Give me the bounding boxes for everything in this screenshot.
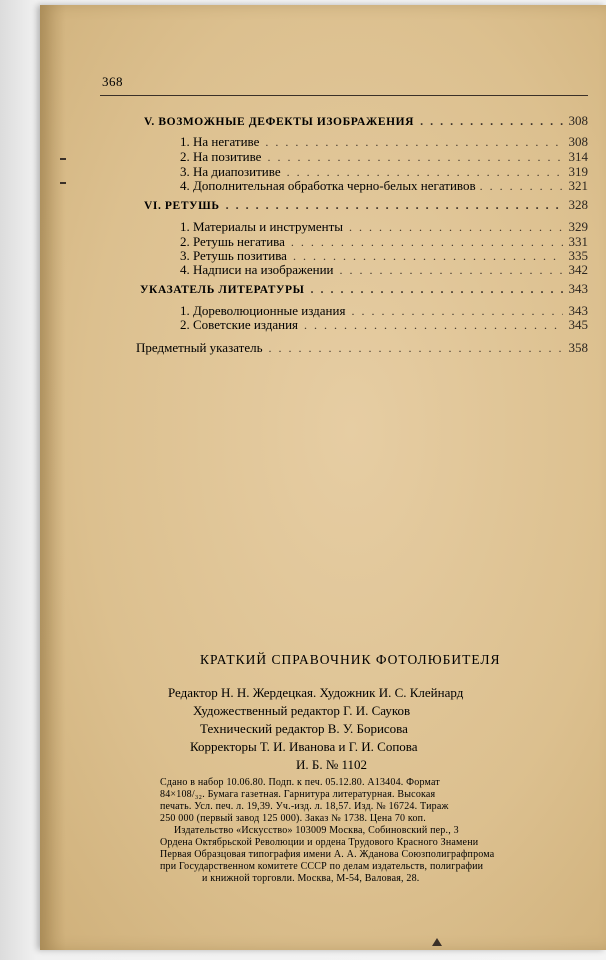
- imprint-fine-print: 84×108/₃₂. Бумага газетная. Гарнитура литературная. Высокая: [160, 789, 436, 800]
- toc-entry-subject-index: [136, 340, 588, 356]
- toc-entry-label: 1. Материалы и инструменты: [180, 219, 344, 234]
- toc-entry-page: 329: [568, 219, 588, 234]
- imprint-fine-print: 250 000 (первый завод 125 000). Заказ № 1738. Цена 70 коп.: [160, 813, 426, 824]
- toc-leader-dots: [265, 135, 562, 150]
- toc-entry-label: УКАЗАТЕЛЬ ЛИТЕРАТУРЫ: [140, 284, 305, 296]
- toc-entry-page: 358: [568, 340, 588, 355]
- toc-leader-dots: [269, 341, 563, 356]
- imprint-fine-print: и книжной торговли. Москва, М-54, Валовая, 28.: [202, 873, 420, 884]
- toc-entry: [180, 219, 588, 235]
- toc-entry: [180, 149, 588, 165]
- toc-entry-label: VI. РЕТУШЬ: [144, 200, 220, 212]
- toc-entry-page: 345: [568, 317, 588, 332]
- toc-entry-label: 1. На негативе: [180, 134, 260, 149]
- imprint-isbn-line: И. Б. № 1102: [296, 757, 368, 772]
- imprint-fine-print: Издательство «Искусство» 103009 Москва, Собиновский пер., 3: [174, 825, 459, 836]
- imprint-credit-line: Художественный редактор Г. И. Сауков: [193, 703, 411, 718]
- toc-entry-page: 314: [568, 149, 588, 164]
- toc-leader-dots: [340, 263, 563, 278]
- toc-entry-section-5: [144, 113, 588, 130]
- toc-entry: [180, 134, 588, 150]
- toc-leader-dots: [349, 220, 562, 235]
- toc-entry: [180, 262, 588, 278]
- toc-entry: [180, 178, 588, 194]
- toc-entry-page: 321: [568, 178, 588, 193]
- toc-entry-page: 331: [568, 234, 588, 249]
- imprint-credit-line: Технический редактор В. У. Борисова: [200, 721, 408, 736]
- imprint-fine-print: Ордена Октябрьской Революции и ордена Трудового Красного Знамени: [160, 837, 479, 848]
- toc-leader-dots: [480, 179, 565, 194]
- imprint-credit-line: Корректоры Т. И. Иванова и Г. И. Сопова: [190, 739, 418, 754]
- page-edge-notch: [432, 938, 442, 946]
- toc-entry-label: 3. На диапозитиве: [180, 164, 281, 179]
- imprint-fine-print: печать. Усл. печ. л. 19,39. Уч.-изд. л. 18,57. Изд. № 16724. Тираж: [160, 801, 449, 812]
- toc-entry-label: 2. Ретушь негатива: [180, 234, 285, 249]
- toc-entry-page: 342: [568, 262, 588, 277]
- toc-entry-page: 328: [568, 197, 588, 212]
- imprint-fine-print: Сдано в набор 10.06.80. Подп. к печ. 05.12.80. А13404. Формат: [160, 777, 440, 788]
- imprint-fine-print: при Государственном комитете СССР по делам издательств, полиграфии: [160, 861, 484, 872]
- toc-leader-dots: [267, 150, 562, 165]
- toc-entry-bibliography: [140, 281, 588, 298]
- imprint-fine-print: Первая Образцовая типография имени А. А. Жданова Союзполиграфпрома: [160, 849, 495, 860]
- toc-entry-label: 4. Дополнительная обработка черно-белых негативов: [180, 178, 476, 193]
- toc-leader-dots: [420, 114, 562, 129]
- toc-entry-page: 343: [568, 281, 588, 296]
- toc-entry-page: 308: [568, 134, 588, 149]
- toc-entry-page: 319: [568, 164, 588, 179]
- toc-entry-label: Предметный указатель: [136, 340, 263, 355]
- toc-leader-dots: [226, 198, 563, 213]
- toc-entry-label: V. ВОЗМОЖНЫЕ ДЕФЕКТЫ ИЗОБРАЖЕНИЯ: [144, 116, 415, 128]
- toc-entry-page: 308: [568, 113, 588, 128]
- toc-entry-label: 2. Советские издания: [180, 317, 299, 332]
- page-number: 368: [102, 74, 123, 89]
- toc-entry: [180, 317, 588, 333]
- toc-leader-dots: [304, 318, 562, 333]
- imprint-credit-line: Редактор Н. Н. Жердецкая. Художник И. С. Клейнард: [168, 685, 464, 700]
- imprint-book-title: КРАТКИЙ СПРАВОЧНИК ФОТОЛЮБИТЕЛЯ: [200, 652, 501, 667]
- toc-entry-label: 2. На позитиве: [180, 149, 262, 164]
- toc-entry-label: 1. Дореволюционные издания: [180, 303, 346, 318]
- toc-leader-dots: [311, 282, 563, 297]
- toc-entry-section-6: [144, 197, 588, 214]
- toc-entry-page: 335: [568, 248, 588, 263]
- toc-entry-label: 4. Надписи на изображении: [180, 262, 334, 277]
- toc-entry-label: 3. Ретушь позитива: [180, 248, 287, 263]
- toc-entry-page: 343: [568, 303, 588, 318]
